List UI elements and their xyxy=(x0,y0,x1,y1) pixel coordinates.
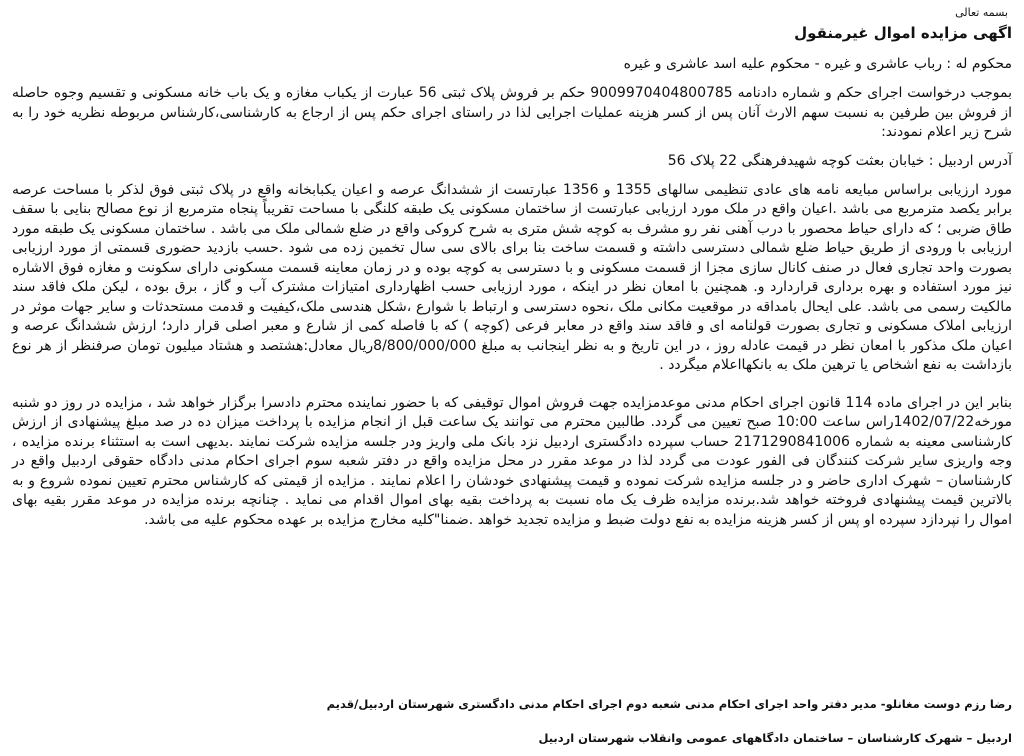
property-address: آدرس اردبیل : خیابان بعثت کوچه شهیدفرهنگی 22 پلاک 56 xyxy=(667,152,1012,169)
signature-line: رضا رزم دوست مغانلو- مدیر دفتر واحد اجرای احکام مدنی شعبه دوم اجرای احکام مدنی دادگستری شهرستان اردبیل/قدیم xyxy=(326,697,1012,711)
footer-address: اردبیل – شهرک کارشناسان – ساختمان دادگاههای عمومی وانقلاب شهرستان اردبیل xyxy=(538,731,1012,745)
paragraph-verdict: بموجب درخواست اجرای حکم و شماره دادنامه 9009970404800785 حکم بر فروش پلاک ثبتی 56 عبارت از یکباب مغازه و یک باب خانه مسکونی و تقسیم وجوه حاصله از فروش بین طرفین به نسبت سهم الارث آنان پس از کسر هزینه عملیات اجرایی لذا در راستای اجرای حکم پس از ارجاع به کارشناسی،کارشناس مربوطه نظریه خود را به شرح زیر اعلام نمودند: xyxy=(12,85,1012,140)
parties-line: محکوم له : رباب عاشری و غیره - محکوم علیه اسد عاشری و غیره xyxy=(623,56,1012,72)
bismillah-heading: بسمه تعالی xyxy=(955,6,1008,19)
paragraph-auction-terms: بنابر این در اجرای ماده 114 قانون اجرای احکام مدنی موعدمزایده جهت فروش اموال توقیفی که با حضور نماینده محترم دادسرا برگزار خواهد شد ، مزایده در روز دو شنبه مورخه1402/07/22راس ساعت 10:00 صبح تعیین می گردد. طالبین محترم می توانند یک ساعت قبل از انجام مزایده با پرداخت میزان ده در صد مبلغ پیشنهادی از ارزش کارشناسی معینه به شماره 2171290841006 حساب سپرده دادگستری اردبیل نزد بانک ملی واریز ودر جلسه مزایده شرکت نمایند .بدیهی است به استثناء برنده مزایده ، وجه واریزی سایر شرکت کنندگان فی الفور عودت می گردد لذا در موعد مقرر در محل مزایده واقع در دفتر شعبه سوم اجرای احکام مدنی دادگاه حقوقی اردبیل واقع در کارشناسان – شهرک اداری حاضر و در جلسه مزایده شرکت نموده و قیمت پیشنهادی خودشان را اعلام نمایند . مزایده از قیمتی که کارشناس محترم تعیین نموده شروع و به بالاترین قیمت پیشنهادی فروخته خواهد شد.برنده مزایده ظرف یک ماه نسبت به پرداخت بقیه بهای اموال اقدام می نماید . چنانچه برنده مزایده در موعد مقرر بقیه بهای اموال را نپردازد سپرده او پس از کسر هزینه مزایده به نفع دولت ضبط و مزایده تجدید خواهد .ضمنا"کلیه مخارج مزایده بر عهده محکوم علیه می باشد. xyxy=(12,394,1012,528)
paragraph-valuation: مورد ارزیابی براساس مبایعه نامه های عادی تنظیمی سالهای 1355 و 1356 عبارتست از ششدانگ عرصه و اعیان یکبابخانه واقع در پلاک ثبتی فوق لذکر با مساحت عرصه برابر یکصد مترمربع می باشد .اعیان واقع در ملک مورد ارزیابی عبارتست از ساختمان مسکونی یک طبقه کلنگی با مساحت تقریباً پنجاه مترمربع از نوع مصالح بنایی با سقف طاق ضربی ؛ که دارای حیاط محصور با درب آهنی نفر رو مشرف به کوچه شش متری به شرح کروکی واقع در ضلع شمالی ملک می باشد . ساختمان مسکونی یک طبقه مورد ارزیابی با ورودی از طریق حیاط ضلع شمالی دسترسی داشته و قسمت ساخت بنا برای بالای سی سال تخمین زده می شود .حسب بازدید حضوری قسمتی از مورد ارزیابی بصورت واحد تجاری فعال در صنف کانال سازی مجزا از قسمت مسکونی و با دسترسی به کوچه بوده و در زمان معاینه قسمت مسکونی دارای سکونت و مغازه فوق الاشاره نیز مورد استفاده و بهره برداری قراردارد و. همچنین با امعان نظر در اینکه ، مورد ارزیابی حسب اظهارداری امتیازات مشترک آب و گاز ، برق بوده ، لیکن ملک فاقد سند مالکیت رسمی می باشد. علی ایحال بامداقه در موقعیت مکانی ملک ،نحوه دسترسی و ارتباط با شوارع ،شکل هندسی ملک،کیفیت و قدمت مستحدثات و سایر جهات موثر در ارزیابی املاک مسکونی و تجاری بصورت قولنامه ای و فاقد سند واقع در معابر فرعی (کوچه ) که با فاصله کمی از شارع و معبر اصلی قرار دارد؛ ارزش ششدانگ عرصه و اعیان ملک مذکور با امعان نظر در قیمت عادله روز ، در این تاریخ و به نظر اینجانب به مبلغ 8/800/000/000ریال معادل:هشتصد و هشتاد میلیون تومان صرفنظر از هر نوع بازداشت به نفع اشخاص یا ترهین ملک به بانکهااعلام میگردد . xyxy=(12,181,1013,373)
page-title: اگهی مزایده اموال غیرمنقول xyxy=(794,24,1012,42)
